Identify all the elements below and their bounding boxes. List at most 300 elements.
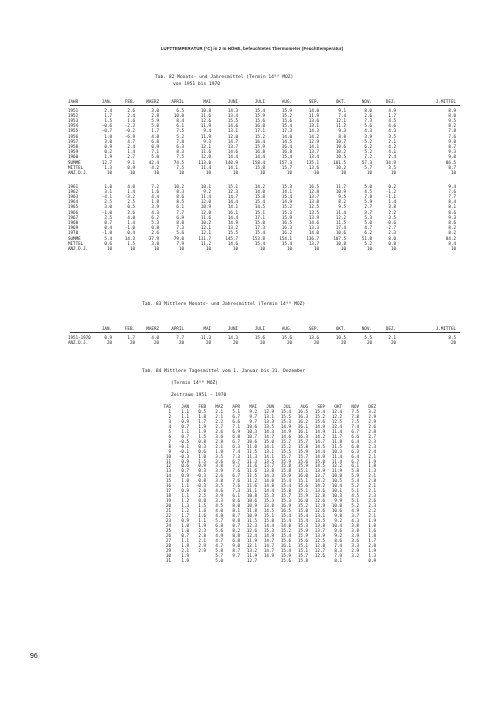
year-row-cell: 17.1 [254, 214, 265, 220]
year-row-cell: 7.7 [448, 194, 456, 200]
year-row-cell: -0.7 [101, 128, 112, 134]
day-row-cell: 15.9 [297, 463, 308, 469]
day-row-cell: 6.7 [351, 458, 359, 464]
year-row-cell: -1.1 [385, 194, 396, 200]
day-row-label: 21 [165, 508, 171, 513]
column-header: JUN [266, 404, 274, 409]
summary-row-cell: 14.1 [227, 165, 238, 171]
summary-row-label: MITTEL [68, 165, 84, 171]
day-row-label: 27 [165, 537, 171, 543]
year-row-label: 1957 [68, 138, 79, 144]
year-row-cell: 7.3 [364, 118, 372, 124]
summary-row-cell: 15.8 [254, 165, 265, 171]
day-row-cell: 0.8 [198, 438, 206, 444]
year-row-label: 1953 [68, 118, 79, 124]
year-row-cell: 14.2 [254, 184, 265, 189]
day-row-cell: 15.4 [280, 483, 291, 489]
year-row-cell: 10.6 [335, 143, 346, 149]
year-row-cell: 8.5 [176, 199, 184, 205]
summary-row-cell: 153.8 [252, 236, 265, 241]
day-row-cell: 1.1 [181, 493, 189, 499]
day-row-label: 4 [168, 423, 171, 429]
day-row-cell: 15.2 [297, 503, 308, 509]
year-row-cell: 16.5 [281, 219, 292, 225]
summary-row-label: MITTEL [68, 241, 84, 247]
mean-row-cell: 7.7 [176, 335, 184, 340]
day-row-label: 31 [165, 557, 171, 563]
day-row-cell: 14.9 [280, 423, 291, 429]
day-row-cell: 0.6 [181, 463, 189, 469]
year-row-cell: 1.8 [151, 199, 159, 205]
day-row-cell: 15.3 [263, 527, 274, 533]
day-row-label: 13 [165, 468, 171, 474]
year-row-cell: 14.3 [227, 108, 238, 113]
day-row-cell: 12.9 [314, 503, 325, 509]
year-row-cell: 14.6 [308, 219, 319, 225]
column-header: JAHR [68, 99, 79, 104]
year-row-cell: 17.3 [281, 128, 292, 134]
year-row-cell: 6.1 [176, 204, 184, 210]
year-row-cell: 8.8 [176, 219, 184, 225]
day-row-cell: 15.8 [280, 468, 291, 474]
column-header: JAN [181, 404, 189, 409]
year-row-cell: 15.8 [254, 194, 265, 200]
day-row-cell: 8.0 [232, 503, 240, 509]
column-header: TAG [163, 404, 171, 409]
summary-row-cell: 10 [286, 246, 292, 252]
day-row-cell: 11.3 [246, 453, 257, 459]
day-row-cell: 12.8 [314, 542, 325, 548]
year-row-cell: 8.2 [448, 123, 456, 129]
day-row-cell: 6.7 [232, 473, 240, 479]
day-row-label: 28 [165, 542, 171, 548]
summary-row-cell: 10 [106, 246, 112, 252]
year-row-cell: 2.7 [364, 204, 372, 210]
day-row-cell: 3.2 [368, 409, 376, 414]
year-row-cell: 11.9 [308, 113, 319, 119]
mean-row-label: 1951-1970 [68, 335, 91, 340]
day-row-cell: 15.4 [280, 517, 291, 523]
year-row-cell: 10.5 [335, 153, 346, 159]
year-row-cell: 13.7 [308, 194, 319, 200]
year-row-cell: 8.2 [448, 224, 456, 230]
day-row-cell: 13.1 [263, 413, 274, 419]
year-row-cell: 2.6 [127, 209, 135, 215]
day-row-cell: 8.7 [232, 547, 240, 553]
column-header: DEZ. [385, 326, 396, 331]
year-row-cell: 15.9 [281, 214, 292, 220]
day-row-cell: 0.7 [181, 423, 189, 429]
day-row-cell: 9.2 [249, 409, 257, 414]
day-row-cell: 1.8 [368, 532, 376, 538]
day-row-cell: 1.3 [368, 468, 376, 474]
summary-row-cell: 113.0 [198, 160, 211, 165]
day-row-label: 15 [165, 478, 171, 484]
year-row-cell: 11.4 [335, 209, 346, 215]
day-row-cell: 12.2 [331, 413, 342, 419]
day-row-cell: 1.0 [198, 453, 206, 459]
column-header: JUNI [227, 326, 238, 331]
summary-row-cell: 10 [232, 170, 238, 176]
day-row-cell: 1.9 [198, 423, 206, 429]
year-row-cell: 7.6 [448, 133, 456, 139]
day-row-cell: 4.6 [215, 488, 223, 494]
year-row-cell: 13.4 [227, 113, 238, 119]
day-row-cell: 14.2 [314, 483, 325, 489]
day-row-label: 12 [165, 463, 171, 469]
day-row-cell: 14.7 [263, 537, 274, 543]
year-row-cell: 9.4 [203, 128, 211, 134]
column-header: SEP [317, 404, 325, 409]
summary-row-label: SUMME [68, 160, 81, 165]
day-row-cell: 16.1 [297, 428, 308, 434]
day-row-cell: 13.5 [314, 517, 325, 523]
day-row-cell: 16.3 [297, 413, 308, 419]
summary-row-cell: 3.8 [151, 241, 159, 247]
day-row-cell: 15.2 [314, 413, 325, 419]
summary-row-cell: 34.9 [385, 160, 396, 165]
day-row-cell: 15.1 [297, 488, 308, 494]
year-row-cell: 2.6 [127, 108, 135, 113]
day-row-label: 11 [165, 458, 171, 464]
day-row-cell: 7.5 [351, 409, 359, 414]
day-row-cell: 0.6 [198, 448, 206, 454]
year-row-cell: 16.5 [308, 184, 319, 189]
day-row-cell: 13.8 [263, 503, 274, 509]
day-row-cell: 1.8 [198, 413, 206, 419]
day-row-cell: 16.5 [297, 409, 308, 414]
day-row-cell: 11.8 [331, 438, 342, 444]
year-row-cell: 0.2 [388, 184, 396, 189]
day-row-cell: 6.6 [351, 433, 359, 439]
day-row-cell: 12.5 [331, 418, 342, 424]
year-row-cell: 5.9 [364, 199, 372, 205]
year-row-cell: 6.1 [176, 123, 184, 129]
day-row-cell: 9.8 [334, 512, 342, 518]
year-row-cell: 4.7 [364, 224, 372, 230]
day-row-cell: 7.6 [232, 478, 240, 484]
year-row-cell: 12.1 [200, 143, 211, 149]
year-row-cell: 9.3 [448, 214, 456, 220]
day-row-cell: 9.9 [334, 498, 342, 504]
day-row-cell: 1.0 [181, 527, 189, 533]
year-row-cell: 1.7 [104, 113, 112, 119]
year-row-cell: 3.7 [364, 209, 372, 215]
day-row-cell: 15.4 [297, 517, 308, 523]
year-row-cell: 2.6 [151, 229, 159, 235]
day-row-cell: 2.3 [368, 443, 376, 449]
day-row-cell: -0.3 [178, 453, 189, 459]
day-row-cell: 0.9 [181, 418, 189, 424]
year-row-cell: 7.8 [448, 128, 456, 134]
day-row-cell: 15.0 [314, 458, 325, 464]
day-row-cell: 7.6 [232, 483, 240, 489]
year-row-cell: 4.0 [127, 214, 135, 220]
mean-row-cell: 20 [450, 340, 456, 346]
day-row-cell: 1.9 [368, 517, 376, 523]
day-row-cell: 13.3 [263, 418, 274, 424]
day-row-cell: 6.7 [232, 458, 240, 464]
day-row-cell: 3.8 [351, 522, 359, 528]
day-row-cell: 2.9 [368, 418, 376, 424]
year-row-cell: 15.4 [254, 108, 265, 113]
day-row-label: 29 [165, 547, 171, 553]
year-row-cell: 12.1 [335, 118, 346, 124]
column-header: NOV. [361, 99, 372, 104]
day-row-cell: 1.9 [181, 557, 189, 563]
day-row-label: 18 [165, 493, 171, 499]
day-row-cell: 8.6 [334, 537, 342, 543]
year-row-cell: -3.2 [124, 194, 135, 200]
day-row-cell: 15.4 [280, 409, 291, 414]
summary-row-cell: 15.7 [281, 165, 292, 171]
tab82-header-rule [70, 105, 460, 106]
year-row-cell: 2.5 [104, 214, 112, 220]
year-row-cell: 5.6 [176, 229, 184, 235]
day-row-cell: 0.8 [198, 478, 206, 484]
year-row-cell: 15.4 [254, 229, 265, 235]
day-row-cell: 1.7 [368, 537, 376, 543]
year-row-cell: 14.1 [281, 189, 292, 195]
year-row-cell: 2.1 [388, 138, 396, 144]
year-row-cell: 14.1 [308, 143, 319, 149]
summary-row-cell: 136.7 [306, 236, 319, 241]
column-header: OKT [334, 404, 342, 409]
day-row-cell: 8.3 [334, 547, 342, 553]
year-row-cell: 6.2 [151, 214, 159, 220]
day-row-cell: 14.7 [263, 433, 274, 439]
day-row-cell: 15.8 [297, 443, 308, 449]
column-header: MAI [203, 326, 211, 331]
summary-row-cell: 158.4 [252, 160, 265, 165]
day-row-cell: 8.8 [232, 517, 240, 523]
day-row-cell: 10.8 [331, 473, 342, 479]
year-row-cell: 15.3 [281, 209, 292, 215]
day-row-cell: 14.7 [263, 542, 274, 548]
year-row-cell: 15.9 [254, 113, 265, 119]
day-row-cell: 15.1 [297, 542, 308, 548]
year-row-cell: 11.2 [335, 123, 346, 129]
day-row-label: 7 [168, 438, 171, 444]
day-row-cell: 1.9 [181, 552, 189, 558]
summary-row-cell: 5.4 [104, 236, 112, 241]
day-row-cell: 12.8 [314, 493, 325, 499]
year-row-label: 1956 [68, 133, 79, 139]
year-row-cell: 1.4 [127, 189, 135, 195]
year-row-cell: 15.6 [281, 118, 292, 124]
day-row-cell: 2.3 [368, 493, 376, 499]
summary-row-cell: 10 [153, 246, 159, 252]
year-row-cell: 14.0 [254, 189, 265, 195]
year-row-cell: 0.2 [104, 148, 112, 154]
day-row-cell: 14.4 [263, 488, 274, 494]
day-row-label: 5 [168, 428, 171, 434]
column-header: JAN. [101, 326, 112, 331]
year-row-cell: 4.7 [127, 138, 135, 144]
mean-row-cell: 13.6 [308, 335, 319, 340]
year-row-cell: 11.9 [200, 123, 211, 129]
year-row-cell: 2.2 [388, 209, 396, 215]
year-row-cell: 11.5 [335, 219, 346, 225]
year-row-cell: 16.8 [254, 148, 265, 154]
day-row-cell: 16.5 [280, 508, 291, 513]
year-row-cell: 4.5 [388, 118, 396, 124]
year-row-cell: 3.0 [104, 204, 112, 210]
day-row-label: 30 [165, 552, 171, 558]
day-row-cell: 0.8 [198, 498, 206, 504]
column-header: APRIL [171, 326, 184, 331]
day-row-cell: 15.7 [297, 552, 308, 558]
day-row-cell: 8.7 [232, 522, 240, 528]
day-row-cell: -0.3 [195, 483, 206, 489]
year-row-cell: 1.6 [151, 189, 159, 195]
year-row-cell: 4.3 [388, 128, 396, 134]
column-header: DEZ. [385, 99, 396, 104]
day-row-cell: -0.5 [178, 438, 189, 444]
year-row-label: 1970 [68, 229, 79, 235]
day-row-cell: 15.7 [280, 453, 291, 459]
year-row-cell: 10.7 [335, 138, 346, 144]
day-row-cell: 14.7 [314, 438, 325, 444]
summary-row-cell: 42.4 [148, 160, 159, 165]
day-row-cell: 4.9 [215, 532, 223, 538]
mean-row-cell: 20 [178, 340, 184, 346]
day-row-cell: 15.0 [263, 438, 274, 444]
day-row-cell: 1.8 [368, 463, 376, 469]
day-row-cell: 6.8 [215, 522, 223, 528]
year-row-cell: 11.4 [200, 194, 211, 200]
year-row-cell: 14.3 [308, 128, 319, 134]
summary-row-cell: 13.7 [308, 241, 319, 247]
day-row-cell: 10.6 [246, 438, 257, 444]
day-row-cell: 7.3 [232, 488, 240, 494]
mean-row-cell: 4.0 [151, 335, 159, 340]
day-row-cell: 14.9 [263, 552, 274, 558]
day-row-cell: 4.7 [215, 537, 223, 543]
day-row-cell: 2.2 [368, 508, 376, 513]
day-row-cell: 10.3 [246, 428, 257, 434]
tab84-termin: (Termin 14⁰⁰ MOZ) [171, 381, 219, 386]
day-row-cell: 13.9 [314, 468, 325, 474]
summary-row-cell: 13.6 [308, 165, 319, 171]
year-row-cell: 2.7 [127, 153, 135, 159]
tab82-period: von 1951 bis 1970 [173, 82, 221, 87]
day-row-cell: 13.2 [246, 547, 257, 553]
summary-row-cell: 10 [450, 170, 456, 176]
day-row-cell: 5.6 [215, 527, 223, 533]
summary-row-cell: 15.4 [281, 241, 292, 247]
day-row-cell: 12.6 [314, 498, 325, 504]
year-row-cell: 14.0 [308, 108, 319, 113]
summary-row-cell: 14.3 [124, 236, 135, 241]
day-row-cell: 6.3 [351, 448, 359, 454]
day-row-cell: 10.6 [246, 423, 257, 429]
year-row-cell: 7.5 [176, 153, 184, 159]
day-row-cell: 10.5 [331, 478, 342, 484]
day-row-cell: 1.2 [181, 508, 189, 513]
day-row-cell: 11.4 [331, 458, 342, 464]
column-header: FEB. [124, 326, 135, 331]
day-row-cell: 1.8 [215, 448, 223, 454]
day-row-cell: 12.1 [246, 542, 257, 548]
summary-row-label: ANZ.D.J. [68, 246, 89, 252]
day-row-cell: 11.1 [246, 488, 257, 494]
day-row-cell: 15.7 [280, 438, 291, 444]
year-row-cell: 14.4 [254, 153, 265, 159]
day-row-cell: 8.1 [334, 557, 342, 563]
year-row-cell: 5.3 [151, 219, 159, 225]
mean-row-cell: 11.3 [200, 335, 211, 340]
day-row-cell: 6.6 [232, 418, 240, 424]
day-row-cell: 11.9 [331, 468, 342, 474]
year-row-cell: 5.2 [364, 138, 372, 144]
day-row-cell: 15.7 [297, 438, 308, 444]
day-row-cell: 14.8 [263, 483, 274, 489]
mean-row-cell: 10.5 [335, 335, 346, 340]
day-row-cell: 1.9 [368, 458, 376, 464]
day-row-cell: 2.9 [198, 547, 206, 553]
day-row-cell: 15.6 [314, 418, 325, 424]
day-row-label: 6 [168, 433, 171, 439]
mean-row-cell: 8.5 [448, 335, 456, 340]
year-row-cell: 1.4 [127, 219, 135, 225]
year-row-cell: 5.0 [364, 219, 372, 225]
day-row-cell: 0.9 [181, 458, 189, 464]
day-row-cell: 13.7 [314, 473, 325, 479]
year-row-cell: 9.3 [203, 138, 211, 144]
year-row-cell: 12.9 [308, 138, 319, 144]
summary-row-cell: 10 [390, 170, 396, 176]
year-row-cell: 3.9 [364, 133, 372, 139]
day-row-cell: -0.1 [178, 448, 189, 454]
day-row-cell: 15.3 [280, 418, 291, 424]
day-row-cell: 2.6 [215, 428, 223, 434]
year-row-cell: 7.7 [176, 209, 184, 215]
year-row-cell: 7.2 [364, 153, 372, 159]
year-row-cell: 15.9 [254, 143, 265, 149]
day-row-cell: 12.4 [246, 532, 257, 538]
day-row-cell: 10.1 [331, 488, 342, 494]
day-row-cell: 2.0 [198, 488, 206, 494]
day-row-label: 8 [168, 443, 171, 449]
summary-row-cell: 0.9 [127, 165, 135, 171]
day-row-cell: 14.8 [280, 522, 291, 528]
year-row-cell: 13.7 [227, 143, 238, 149]
year-row-label: 1968 [68, 219, 79, 225]
column-header: J.MITTEL [435, 99, 456, 104]
day-row-label: 20 [165, 503, 171, 509]
summary-row-cell: 8.4 [448, 241, 456, 247]
mean-row-cell: 20 [259, 340, 265, 346]
day-row-cell: 14.1 [263, 443, 274, 449]
mean-row-cell: 0.9 [104, 335, 112, 340]
mean-row-cell: 20 [153, 340, 159, 346]
day-row-cell: 5.8 [215, 547, 223, 553]
day-row-cell: 7.4 [351, 423, 359, 429]
year-row-cell: 8.2 [448, 229, 456, 235]
day-row-cell: 15.6 [297, 537, 308, 543]
year-row-cell: 12.1 [200, 224, 211, 230]
day-row-cell: 4.3 [351, 517, 359, 523]
year-row-cell: 5.0 [151, 123, 159, 129]
day-row-cell: 10.9 [246, 512, 257, 518]
year-row-cell: 7.2 [151, 184, 159, 189]
year-row-cell: 10.2 [335, 148, 346, 154]
mean-row-cell: 14.3 [227, 335, 238, 340]
year-row-cell: 5.2 [176, 133, 184, 139]
day-row-cell: 1.9 [198, 428, 206, 434]
day-row-cell: 15.0 [297, 508, 308, 513]
